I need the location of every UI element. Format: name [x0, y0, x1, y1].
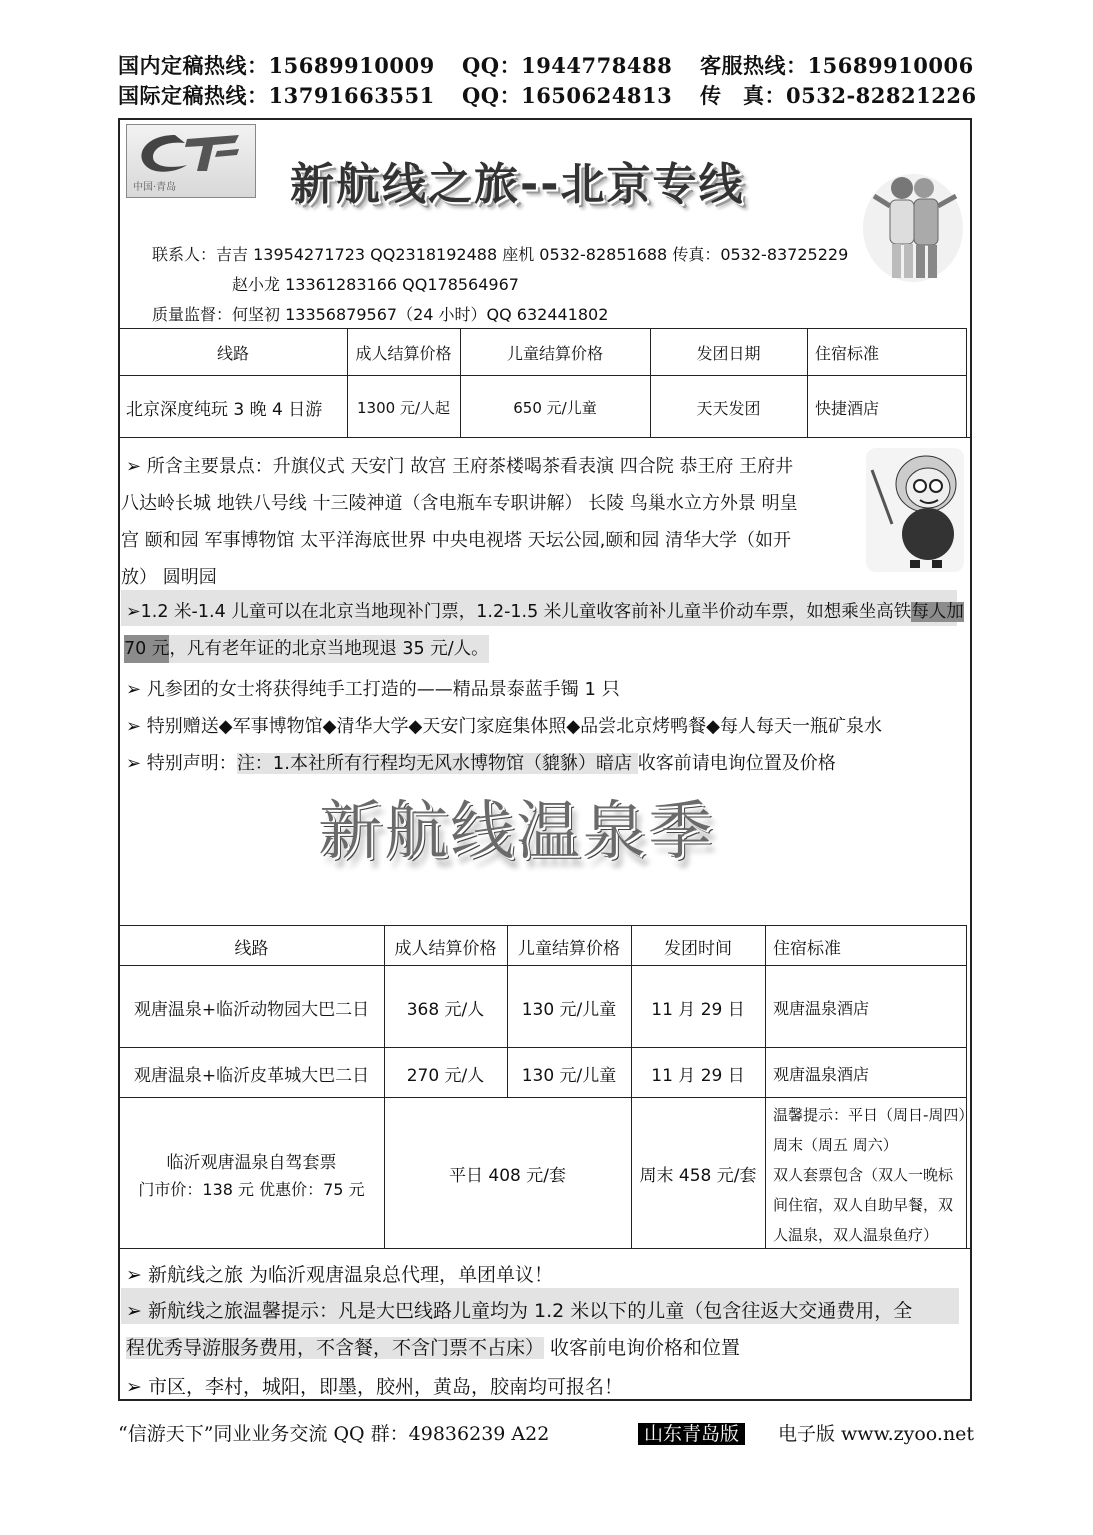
table-header-cell: 线路: [234, 938, 269, 959]
table-header-cell: 成人结算价格: [394, 938, 497, 959]
guide-cartoon: [866, 448, 964, 572]
child-tip-highlight: 程优秀导游服务费用，不含餐，不含门票不占床）: [126, 1337, 545, 1359]
table-header-cell: 住宿标准: [773, 938, 841, 959]
table-cell: 650 元/儿童: [513, 398, 597, 417]
package-name: 临沂观唐温泉自驾套票: [166, 1152, 337, 1173]
table-cell: 北京深度纯玩 3 晚 4 日游: [126, 399, 323, 420]
fax-number: 传 真：0532-82821226: [700, 83, 977, 108]
child-policy-text: ➢1.2 米-1.4 儿童可以在北京当地现补门票，1.2-1.5 米儿童收客前补儿童半价动车票，如想乘坐高铁: [126, 602, 912, 622]
table-header-cell: 线路: [216, 344, 249, 363]
sights-line-2: 八达岭长城 地铁八号线 十三陵神道（含电瓶车专职讲解） 长陵 鸟巢水立方外景 明皇: [121, 493, 798, 514]
special-gifts: ➢ 特别赠送◆军事博物馆◆清华大学◆天安门家庭集体照◆品尝北京烤鸭餐◆每人每天一瓶矿泉水: [126, 716, 883, 737]
sights-line-1: ➢ 所含主要景点：升旗仪式 天安门 故宫 王府茶楼喝茶看表演 四合院 恭王府 王府井: [126, 456, 794, 477]
table-header-cell: 发团时间: [664, 938, 732, 959]
table-cell: 368 元/人: [406, 999, 485, 1020]
table-cell: 观唐温泉+临沂动物园大巴二日: [133, 999, 370, 1020]
tip-line: 间住宿，双人自助早餐，双: [773, 1196, 954, 1214]
tip-line: 人温泉，双人温泉鱼疗）: [773, 1226, 939, 1244]
quality-supervision: 质量监督：何坚初 13356879567（24 小时）QQ 632441802: [152, 305, 609, 324]
table-header-cell: 成人结算价格: [355, 344, 452, 363]
table-header-cell: 住宿标准: [815, 344, 880, 363]
qq-number-1: QQ：1944778488: [462, 53, 673, 78]
table-cell: 11 月 29 日: [651, 999, 745, 1020]
company-logo: [126, 124, 256, 198]
child-policy-line-1: [126, 598, 964, 623]
tip-line: 周末（周五 周六）: [773, 1136, 898, 1154]
edition-label: 山东青岛版: [638, 1423, 745, 1445]
child-tip-line-2: [126, 1333, 740, 1360]
highlight-surcharge: 每人加: [911, 602, 964, 622]
table-header-cell: 发团日期: [696, 344, 761, 363]
notice-label: ➢ 特别声明：: [126, 753, 237, 774]
notice-inquiry: 收客前请电询位置及价格: [637, 753, 836, 774]
package-name-cell: [119, 1099, 384, 1248]
tip-line: 温馨提示：平日（周日-周四）: [773, 1106, 974, 1124]
table-cell: 观唐温泉酒店: [773, 1064, 870, 1084]
sights-line-3: 宫 颐和园 军事博物馆 太平洋海底世界 中央电视塔 天坛公园,颐和园 清华大学（如开: [121, 530, 792, 551]
table-cell: 天天发团: [696, 398, 761, 418]
contact-line-2: 赵小龙 13361283166 QQ178564967: [232, 275, 519, 294]
table-header-cell: 儿童结算价格: [518, 938, 620, 959]
logo-subtitle: 中国·青岛: [133, 182, 177, 193]
table-header-cell: 儿童结算价格: [506, 344, 603, 363]
table-cell: 270 元/人: [406, 1065, 485, 1086]
child-tip-inquiry: 收客前电询价格和位置: [544, 1337, 741, 1359]
table-cell: 观唐温泉酒店: [773, 998, 870, 1018]
hotspring-title: 新航线温泉季: [318, 795, 714, 869]
child-tip-line-1: ➢ 新航线之旅温馨提示：凡是大巴线路儿童均为 1.2 米以下的儿童（包含往返大交通费用，全: [126, 1300, 913, 1322]
footer-website-link[interactable]: 电子版 www.zyoo.net: [778, 1423, 975, 1445]
package-price-line: 门市价：138 元 优惠价：75 元: [138, 1179, 365, 1199]
table-cell: 1300 元/人起: [357, 398, 450, 417]
package-tips: [773, 1100, 974, 1250]
agent-note: ➢ 新航线之旅 为临沂观唐温泉总代理，单团单议！: [126, 1264, 554, 1286]
table-cell: 11 月 29 日: [651, 1065, 745, 1086]
contact-line-1: 联系人：吉吉 13954271723 QQ2318192488 座机 0532-82851688 传真：0532-83725229: [152, 245, 849, 264]
table-cell: 130 元/儿童: [521, 999, 617, 1020]
highlight-price: 70 元: [124, 635, 169, 663]
qq-number-2: QQ：1650624813: [462, 83, 673, 108]
couple-illustration: [862, 166, 964, 282]
special-notice: [126, 749, 836, 775]
senior-refund-text: ，凡有老年证的北京当地现退 35 元/人。: [169, 635, 488, 663]
table-cell: 130 元/儿童: [521, 1065, 617, 1086]
tip-line: 双人套票包含（双人一晚标: [773, 1166, 954, 1184]
weekend-price: 周末 458 元/套: [639, 1166, 757, 1186]
domestic-hotline: 国内定稿热线：15689910009: [118, 53, 435, 78]
table-cell: 快捷酒店: [815, 398, 880, 418]
banner-title: 新航线之旅--北京专线: [290, 159, 745, 210]
child-policy-line-2: [124, 635, 489, 660]
footer-edition-badge: [638, 1419, 745, 1446]
signup-areas: ➢ 市区，李村，城阳，即墨，胶州，黄岛，胶南均可报名！: [126, 1376, 623, 1398]
table-cell: 观唐温泉+临沂皮革城大巴二日: [133, 1065, 370, 1086]
notice-text: 注：1.本社所有行程均无风水博物馆（貔貅）暗店: [236, 753, 638, 774]
footer-qq-group: “信游天下”同业业务交流 QQ 群：49836239 A22: [118, 1423, 550, 1445]
sights-line-4: 放） 圆明园: [121, 567, 217, 588]
logo-swoosh-icon: [127, 125, 255, 185]
service-hotline: 客服热线：15689910006: [700, 53, 974, 78]
international-hotline: 国际定稿热线：13791663551: [118, 83, 435, 108]
ladies-gift: ➢ 凡参团的女士将获得纯手工打造的——精品景泰蓝手镯 1 只: [126, 679, 620, 700]
weekday-price: 平日 408 元/套: [449, 1166, 566, 1186]
